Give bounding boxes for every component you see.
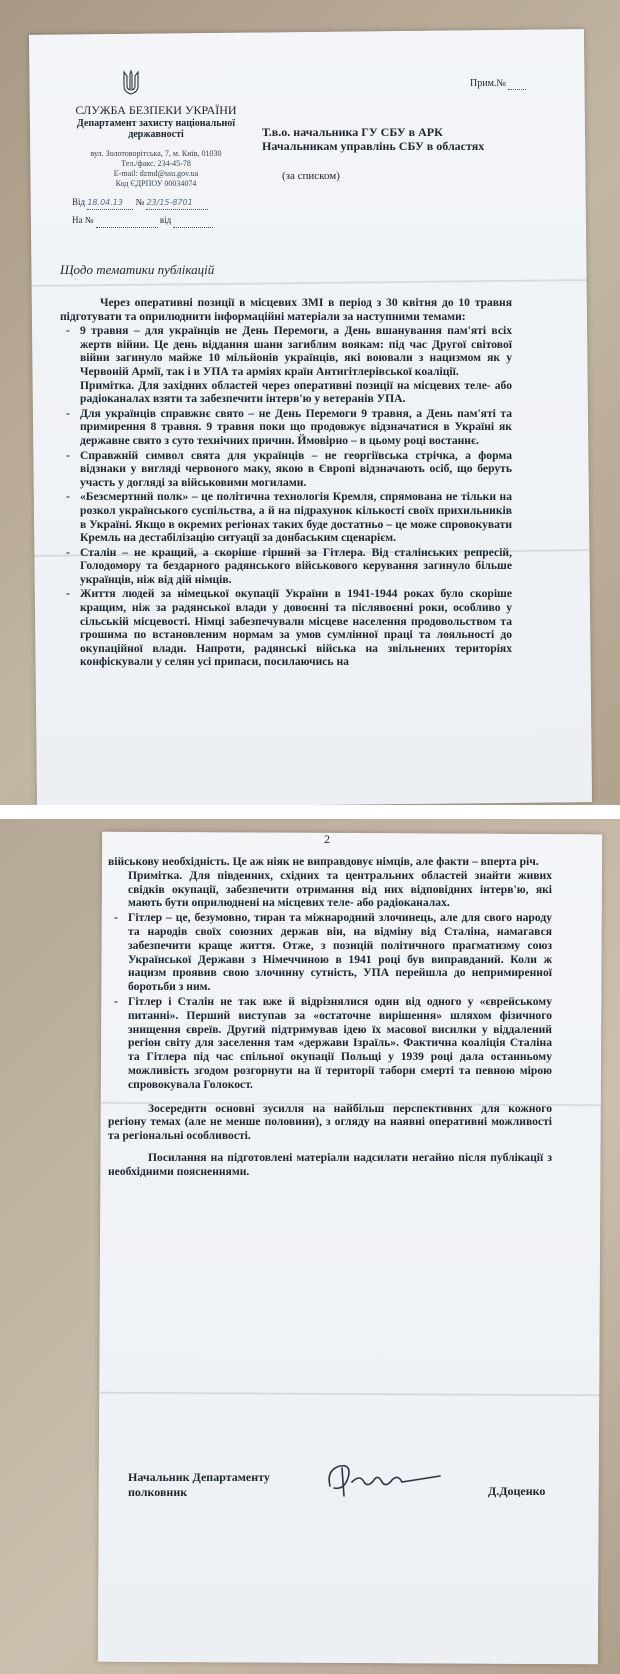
signer-title-line-2: полковник — [128, 1485, 188, 1499]
na-label: На № — [72, 215, 94, 225]
list-item-text: Для українців справжнє свято – не День Перемоги 9 травня, а День пам'яті та примирення 8 травня. 9 травня поки що продовжує відзначатися в Україні як державне свято з суто технічних причин. Ймовірно – в цьому році востаннє. — [80, 406, 512, 447]
vid-no-label: № — [135, 197, 145, 207]
body-page-2 — [108, 855, 552, 1179]
signer-title — [128, 1470, 270, 1500]
list-item-text: Справжній символ свята для українців – не георгіївська стрічка, а форма відзнаки у вигляді червоного маку, якою в Європі відзначають осіб, що беруть участь у догляді за військовими могилами. — [80, 448, 512, 489]
paper-fold — [99, 1392, 599, 1397]
org-address: вул. Золотоворітська, 7, м. Київ, 01030 — [90, 149, 222, 158]
vid-label: Від — [72, 197, 86, 207]
instruction-paragraph: Посилання на підготовлені матеріали надсилати негайно після публікації з необхідними поясненнями. — [108, 1150, 552, 1178]
list-item: - Гітлер – це, безумовно, тиран та міжнародний злочинець, але для свого народу та народів своїх союзних держав він, на відміну від Сталіна, намагався забезпечити краще життя. Отже, з позицій політичного прагматизму союз Української Держави з Німеччиною в 1941 році був виправданий. Коли ж нацизм проявив свою злочинну сутність, УПА перейшла до непримиренної боротьби з ним. — [114, 911, 552, 994]
photo-page-1 — [0, 0, 620, 805]
list-item: - Гітлер і Сталін не так вже й відрізнялися один від одного у «єврейському питанні». Перший виступав за «остаточне вирішення» шляхом фізичного знищення євреїв. Другий підтримував ідею їх масової висилки у віддалений регіон світу для заселення там «держави Ізраїль». Фактична коаліція Сталіна та Гітлера під час спільної окупації Польщі у 1939 році дала останньому можливість згодом розгорнути на її території табори смерті та певною мірою спровокувала Голокост. — [114, 994, 552, 1091]
na-number-blank — [96, 214, 158, 228]
org-contacts — [58, 149, 254, 189]
list-item-text: «Безсмертний полк» – це політична технологія Кремля, спрямована не тільки на розкол українського суспільства, а й на підрахунок кількості своїх прихильників в Україні. Якщо в окремих регіонах таких буде достатньо – це може спровокувати Кремль на дестабілізацію ситуації за донбаським сценарієм. — [80, 490, 512, 545]
body-page-1 — [60, 296, 512, 669]
signer-name: Д.Доценко — [488, 1484, 546, 1498]
paper-fold — [32, 279, 587, 287]
subject-line: Щодо тематики публікацій — [60, 262, 215, 277]
department-name: Департамент захисту національної державності — [76, 118, 236, 140]
org-name: СЛУЖБА БЕЗПЕКИ УКРАЇНИ — [75, 103, 237, 117]
addressee — [262, 125, 484, 153]
incoming-ref — [72, 214, 213, 228]
org-edrpou: Код ЄДРПОУ 00034074 — [115, 179, 197, 188]
list-item: - «Безсмертний полк» – це політична технологія Кремля, спрямована не тільки на розкол українського суспільства, а й на підрахунок кількості своїх прихильників в Україні. Якщо в окремих регіонах таких буде достатньо – це може спровокувати Кремль на дестабілізацію ситуації за донбаським сценарієм. — [66, 490, 512, 545]
na-vid-label: від — [159, 215, 172, 225]
na-date-blank — [173, 214, 213, 228]
list-item-text: 9 травня – для українців не День Перемоги, а День вшанування пам'яті всіх жертв війни. Це день віддання шани загиблим воякам: під час Другої світової війни загинуло майже 10 мільйонів українців, які воювали з нацизмом як у Червоній Армії, так і в УПА та арміях країн Антигітлерівської коаліції. — [80, 324, 512, 378]
list-item-text: Гітлер – це, безумовно, тиран та міжнародний злочинець, але для свого народу та народів своїх союзних держав він, на відміну від Сталіна, намагався забезпечити краще життя. Отже, з позицій політичного прагматизму союз Української Держави з Німеччиною в 1941 році був виправданий. Коли ж нацизм проявив свою злочинну сутність, УПА перейшла до непримиренної боротьби з ним. — [128, 911, 552, 994]
note-paragraph: Примітка. Для південних, східних та центральних областей знайти живих свідків окупації, забезпечити отримання від них відповідних інтерв'ю, які мають бути оприлюднені на місцевих теле- або радіоканалах. — [128, 868, 552, 910]
outgoing-ref — [72, 196, 208, 210]
signer-title-line-1: Начальник Департаменту — [128, 1470, 270, 1484]
list-item-text: Життя людей за німецької окупації України в 1941-1944 роках було скоріше кращим, ніж за радянської влади у довоєнні та післявоєнні роки, особливо у сільській місцевості. Німці забезпечували місцеве населення продовольством та грошима по встановленим нормам за умов сумлінної праці та лояльності до окупаційної влади. Напроти, радянські війська на звільнених територіях конфіскували у селян усі припаси, посилаючись на — [80, 587, 512, 669]
vid-date: 18.04.13 — [87, 196, 133, 210]
list-item-text: Сталін – не кращий, а скоріше гірший за Гітлера. Від сталінських репресій, Голодомору та бездарного радянського військового керування загинуло більше українців, ніж від дій німців. — [80, 545, 512, 586]
list-item: - 9 травня – для українців не День Перемоги, а День вшанування пам'яті всіх жертв війни. Це день віддання шани загиблим воякам: під час Другої світової війни загинуло майже 10 мільйонів українців, які воювали з нацизмом як у Червоній Армії, так і в УПА та арміях країн Антигітлерівської коаліції. — [66, 324, 512, 378]
page-number: 2 — [324, 832, 330, 846]
prim-label: Прим.№ — [470, 78, 506, 89]
addressee-note: (за списком) — [282, 170, 340, 182]
list-item: - Життя людей за німецької окупації України в 1941-1944 роках було скоріше кращим, ніж за радянської влади у довоєнні та післявоєнні роки, особливо у сільській місцевості. Німці забезпечували місцеве населення продовольством та грошима по встановленим нормам за умов сумлінної праці та лояльності до окупаційної влади. Напроти, радянські війська на звільнених територіях конфіскували у селян усі припаси, посилаючись на — [66, 587, 512, 669]
handwritten-signature-icon — [322, 1456, 446, 1502]
list-item: - Сталін – не кращий, а скоріше гірший за Гітлера. Від сталінських репресій, Голодомору та бездарного радянського військового керування загинуло більше українців, ніж від дій німців. — [66, 545, 512, 586]
org-telfax: Тел./факс. 234-45-78 — [121, 159, 191, 168]
intro-paragraph: Через оперативні позиції в місцевих ЗМІ в період з 30 квітня до 10 травня підготувати та оприлюднити інформаційні матеріали за наступними темами: — [60, 296, 512, 323]
prim-blank — [508, 78, 526, 90]
continuation-paragraph: військову необхідність. Це аж ніяк не виправдовує німців, але факти – вперта річ. — [108, 855, 539, 868]
addressee-line-1: Т.в.о. начальника ГУ СБУ в АРК — [262, 125, 443, 139]
addressee-line-2: Начальникам управлінь СБУ в областях — [262, 139, 485, 153]
list-item: - Справжній символ свята для українців – не георгіївська стрічка, а форма відзнаки у вигляді червоного маку, якою в Європі відзначають осіб, що беруть участь у догляді за військовими могилами. — [66, 448, 512, 489]
photo-separator — [0, 805, 620, 819]
org-email: E-mail: dzmd@ssu.gov.ua — [113, 169, 199, 178]
list-item: - Для українців справжнє свято – не День Перемоги 9 травня, а День пам'яті та примирення 8 травня. 9 травня поки що продовжує відзначатися в Україні як державне свято з суто технічних причин. Ймовірно – в цьому році востаннє. — [66, 406, 512, 447]
note-paragraph: Примітка. Для західних областей через оперативні позиції на місцевих теле- або радіоканалах взяти та забезпечити інтерв'ю у ветеранів УПА. — [80, 378, 512, 406]
trident-emblem-icon — [122, 70, 140, 96]
instruction-paragraph: Зосередити основні зусилля на найбільш перспективних для кожного регіону темах (але не менше половини), з огляду на наявні оперативні можливості та регіональні особливості. — [108, 1101, 552, 1143]
vid-number: 23/15-8701 — [146, 196, 208, 210]
prim-number — [470, 78, 526, 90]
list-item-text: Гітлер і Сталін не так вже й відрізнялися один від одного у «єврейському питанні». Перший виступав за «остаточне вирішення» шляхом фізичного знищення євреїв. Другий підтримував ідею їх масової висилки у віддалений регіон світу для заселення там «держави Ізраїль». Фактична коаліція Сталіна та Гітлера під час спільної окупації Польщі у 1939 році дала останньому можливість згодом розгорнути на її території табори смерті та певною мірою спровокувала Голокост. — [128, 994, 552, 1091]
